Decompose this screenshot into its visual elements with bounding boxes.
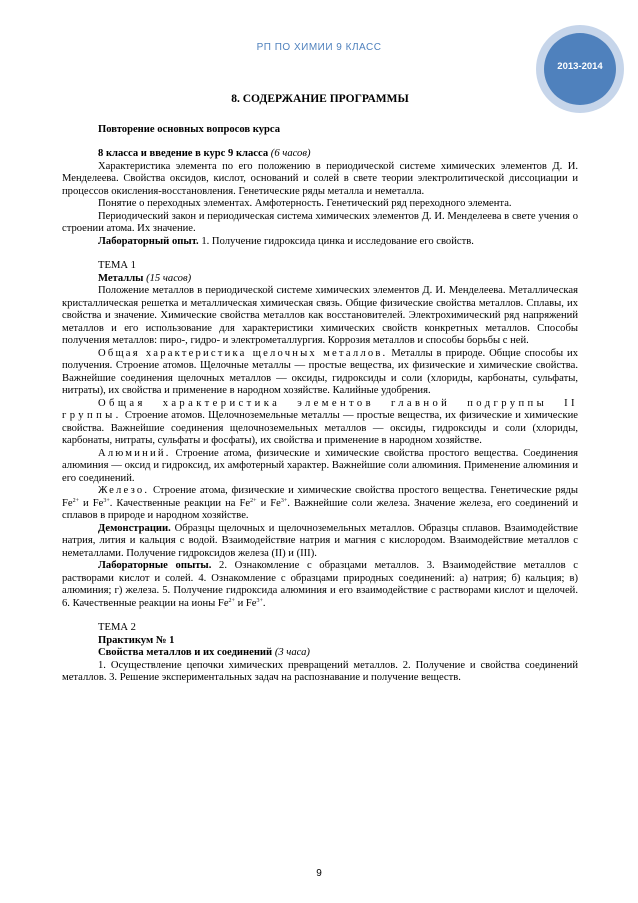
topic1-name: Металлы <box>98 272 144 284</box>
demos-text: Образцы щелочных и щелочноземельных металлов. Образцы сплавов. Взаимодействие натрия, лития и кальция с водой. Взаимодействие натрия и магния с кислородом. Взаимодействие металлов с неметаллами. Получение гидроксидов железа (II) и (III). <box>62 522 578 559</box>
intro-heading-text: Повторение основных вопросов курса <box>98 123 281 135</box>
page-header: РП ПО ХИМИИ 9 КЛАСС <box>256 42 382 53</box>
labs-sup-1: 2+ <box>228 597 235 604</box>
year-label: 2013-2014 <box>557 61 603 72</box>
aluminium-heading: Алюминий. <box>98 447 171 459</box>
intro-subheading-text: 8 класса и введение в курс 9 класса <box>98 148 269 159</box>
topic1-demos <box>62 523 578 561</box>
topic2-label: ТЕМА 2 <box>98 622 136 633</box>
aluminium-text: Строение атома, физические и химические свойства простого вещества. Соединения алюминия — оксид и гидроксид, их амфотерный характер. Важнейшие соли алюминия. Применение алюминия и его соединений. <box>62 447 578 484</box>
iron-text-d: и Fe <box>256 497 281 509</box>
topic2-practicum-text: Практикум № 1 <box>98 634 175 646</box>
intro-heading <box>62 124 578 137</box>
labs-label: Лабораторные опыты. <box>98 560 212 571</box>
topic2-heading <box>62 647 578 660</box>
labs-text-a: 2. Ознакомление с образцами металлов. 3. Взаимодействие металлов с растворами кислот и солей. 4. Ознакомление с образцами природных соединений: а) натрия; б) кальция; в) алюминия; г) железа. 5. Получение гидроксида алюминия и его взаимодействие с растворами кислот и щелочей. 6. Качественные реакции на ионы Fe <box>62 560 578 609</box>
intro-paragraph-1: Характеристика элемента по его положению в периодической системе химических элементов Д. И. Менделеева. Свойства оксидов, кислот, оснований и солей в свете теории электролитической диссоциации и процессов окисления-восстановления. Генетические ряды металла и неметалла. <box>62 160 578 197</box>
iron-text-e: . Важнейшие соли железа. Значение железа, его соединений и сплавов в природе и народном хозяйстве. <box>62 497 579 521</box>
labs-text-c: . <box>262 597 266 609</box>
topic2-paragraph-1: 1. Осуществление цепочки химических превращений металлов. 2. Получение и свойства соединений металлов. 3. Решение экспериментальных задач на распознавание и получение веществ. <box>62 659 578 683</box>
intro-subheading <box>62 148 578 161</box>
page-number: 9 <box>316 868 322 879</box>
document-content <box>62 93 578 685</box>
topic1-iron <box>62 485 578 523</box>
intro-hours: (6 часов) <box>270 148 311 159</box>
topic1-labs <box>62 560 578 610</box>
topic1-aluminium <box>62 448 578 486</box>
group2-text: Строение атомов. Щелочноземельные металлы — простые вещества, их физические и химические свойства. Важнейшие соединения щелочноземельных металлов — оксиды, гидроксиды и соли (хлориды, карбонаты, нитраты, сульфаты и фосфаты), их свойства и применение в народном хозяйстве. <box>62 410 578 446</box>
topic1-hours: (15 часов) <box>146 272 192 284</box>
iron-text-a: Строение атома, физические и химические свойства простого вещества. Генетические ряды Fe <box>62 485 578 509</box>
group2-heading: Общая характеристика элементов главной подгруппы II группы. <box>62 397 578 421</box>
intro-lab-text: 1. Получение гидроксида цинка и исследование его свойств. <box>198 235 474 247</box>
iron-heading: Железо. <box>98 485 150 496</box>
labs-sup-2: 3+ <box>256 597 263 604</box>
iron-sup-3: 2+ <box>250 497 257 504</box>
intro-paragraph-2: Понятие о переходных элементах. Амфотерность. Генетический ряд переходного элемента. <box>98 198 512 209</box>
iron-sup-1: 2+ <box>72 497 79 504</box>
iron-text-c: . Качественные реакции на Fe <box>109 497 251 509</box>
iron-text-b: и Fe <box>78 497 104 509</box>
topic2-name: Свойства металлов и их соединений <box>98 647 273 658</box>
demos-label: Демонстрации. <box>98 522 171 534</box>
labs-text-b: и Fe <box>234 597 257 609</box>
iron-sup-4: 3+ <box>280 497 288 504</box>
alkali-text: Металлы в природе. Общие способы их получения. Строение атомов. Щелочные металлы — простые вещества, их физические и химические свойства. Важнейшие соединения щелочных металлов — оксиды, гидроксиды и соли (хлориды, карбонаты, сульфаты, нитраты), их свойства и применение в народном хозяйстве. Калийные удобрения. <box>62 347 578 396</box>
topic2-hours: (3 часа) <box>274 647 310 658</box>
topic1-label: ТЕМА 1 <box>98 260 136 271</box>
topic2-practicum <box>62 635 578 648</box>
iron-sup-2: 3+ <box>103 497 110 504</box>
section-title: 8. СОДЕРЖАНИЕ ПРОГРАММЫ <box>231 93 409 105</box>
topic1-heading <box>62 273 578 286</box>
intro-lab-label: Лабораторный опыт. <box>98 235 199 247</box>
alkali-heading: Общая характеристика щелочных металлов. <box>98 347 388 359</box>
intro-lab <box>62 236 578 249</box>
topic1-paragraph-1: Положение металлов в периодической системе химических элементов Д. И. Менделеева. Металлическая кристаллическая решетка и металлическая химическая связь. Общие физические свойства металлов. Сплавы, их свойства и значение. Химические свойства металлов как восстановителей. Электрохимический ряд напряжений металлов и его использование для характеристики химических свойств конкретных металлов. Способы получения металлов: пиро-, гидро- и электрометаллургия. Коррозия металлов и способы борьбы с ней. <box>62 285 578 346</box>
intro-paragraph-3: Периодический закон и периодическая система химических элементов Д. И. Менделеева в свете учения о строении атома. Их значение. <box>62 210 578 234</box>
topic1-alkali <box>62 348 578 398</box>
topic1-group2 <box>62 398 578 448</box>
